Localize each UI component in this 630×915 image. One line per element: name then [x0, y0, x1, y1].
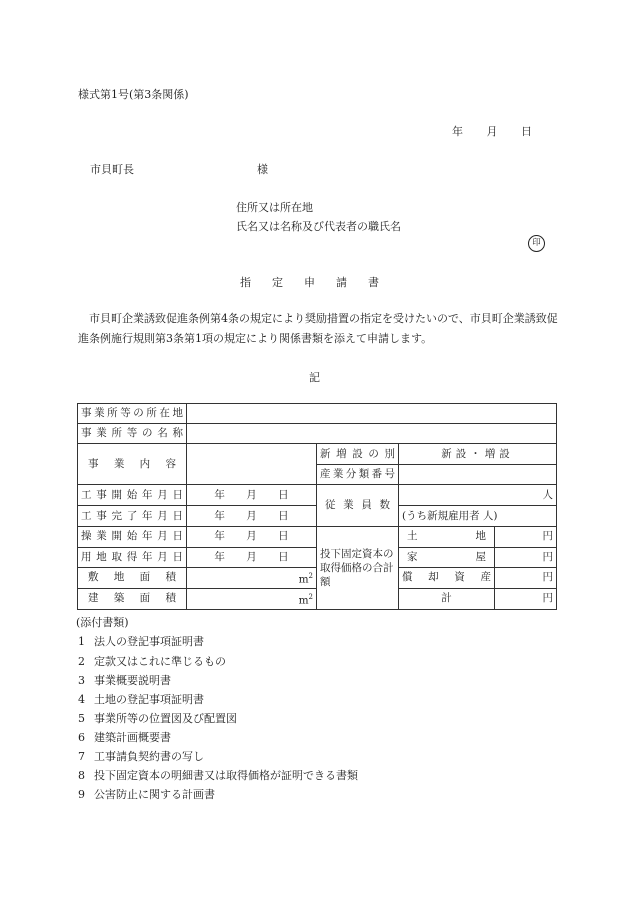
employees-label: 従業員数: [317, 485, 399, 526]
attachment-number: 6: [78, 731, 85, 744]
attachment-item: [78, 633, 204, 649]
attachment-item: [78, 729, 171, 745]
employees-unit[interactable]: 人: [399, 485, 557, 506]
attachment-item: [78, 786, 215, 802]
industry-code-label: 産業分類番号: [317, 465, 399, 485]
attachment-text: 土地の登記事項証明書: [94, 693, 204, 706]
new-hires-note[interactable]: (うち新規雇用者 人): [399, 506, 557, 526]
addressee: 市貝町長: [90, 163, 134, 176]
land-yen[interactable]: 円: [495, 526, 557, 547]
addressee-honorific: 様: [257, 163, 268, 176]
attachment-text: 事業概要説明書: [94, 674, 171, 687]
business-content-label: 事業内容: [78, 444, 187, 485]
attachment-number: 4: [78, 693, 85, 706]
house-yen[interactable]: 円: [495, 547, 557, 567]
attachment-item: [78, 710, 237, 726]
attachment-text: 事業所等の位置図及び配置図: [94, 712, 237, 725]
sqm-superscript: 2: [308, 571, 313, 580]
document-title: 指定申請書: [240, 276, 400, 289]
land-acquisition-label: 用地取得年月日: [78, 547, 187, 567]
attachment-text: 法人の登記事項証明書: [94, 635, 204, 648]
attachment-text: 定款又はこれに準じるもの: [94, 655, 226, 668]
attachment-item: [78, 767, 358, 783]
attachment-number: 1: [78, 635, 85, 648]
new-or-expansion-label: 新増設の別: [317, 444, 399, 465]
building-area-field[interactable]: [187, 588, 317, 609]
total-label: 計: [399, 588, 495, 609]
total-yen[interactable]: 円: [495, 588, 557, 609]
operation-start-label: 操業開始年月日: [78, 526, 187, 547]
attachment-item: [78, 672, 171, 688]
date-line: 年 月 日: [452, 125, 532, 138]
land-acquisition-date[interactable]: 年 月 日: [187, 547, 317, 567]
application-form-table: [77, 403, 556, 610]
construction-end-date[interactable]: 年 月 日: [187, 506, 317, 526]
sqm-superscript: 2: [308, 592, 313, 601]
attachment-number: 5: [78, 712, 85, 725]
depreciable-assets-yen[interactable]: 円: [495, 567, 557, 588]
construction-start-label: 工事開始年月日: [78, 485, 187, 506]
facility-name-field[interactable]: [187, 424, 557, 444]
construction-start-date[interactable]: 年 月 日: [187, 485, 317, 506]
name-label: 氏名又は名称及び代表者の職氏名: [236, 220, 401, 233]
facility-name-label: 事業所等の名称: [78, 424, 187, 444]
site-area-field[interactable]: [187, 567, 317, 588]
address-label: 住所又は所在地: [236, 201, 313, 214]
attachment-number: 7: [78, 750, 85, 763]
attachment-number: 3: [78, 674, 85, 687]
attachment-number: 2: [78, 655, 85, 668]
attachment-number: 9: [78, 788, 85, 801]
building-area-label: 建築面積: [78, 588, 187, 609]
sqm-unit: m: [298, 594, 309, 607]
sqm-unit: m: [298, 573, 309, 586]
depreciable-assets-label: 償却資産: [399, 567, 495, 588]
attachments-heading: (添付書類): [76, 616, 129, 629]
location-field[interactable]: [187, 404, 557, 424]
house-label: 家屋: [399, 547, 495, 567]
attachment-text: 公害防止に関する計画書: [94, 788, 215, 801]
attachment-item: [78, 653, 226, 669]
attachment-text: 建築計画概要書: [94, 731, 171, 744]
attachment-item: [78, 748, 204, 764]
seal-icon: 印: [528, 235, 545, 252]
operation-start-date[interactable]: 年 月 日: [187, 526, 317, 547]
fixed-assets-label: 投下固定資本の取得価格の合計額: [317, 526, 399, 609]
attachment-text: 投下固定資本の明細書又は取得価格が証明できる書類: [94, 769, 358, 782]
industry-code-field[interactable]: [399, 465, 557, 485]
business-content-field[interactable]: [187, 444, 317, 485]
new-or-expansion-value[interactable]: 新設・増設: [399, 444, 557, 465]
construction-end-label: 工事完了年月日: [78, 506, 187, 526]
attachment-text: 工事請負契約書の写し: [94, 750, 204, 763]
application-body-text: 市貝町企業誘致促進条例第4条の規定により奨励措置の指定を受けたいので、市貝町企業誘致促進条例施行規則第3条第1項の規定により関係書類を添えて申請します。: [78, 312, 558, 345]
attachment-number: 8: [78, 769, 85, 782]
site-area-label: 敷地面積: [78, 567, 187, 588]
ki-heading: 記: [309, 371, 320, 384]
form-number: 様式第1号(第3条関係): [78, 88, 189, 101]
land-label: 土地: [399, 526, 495, 547]
attachment-item: [78, 691, 204, 707]
location-label: 事業所等の所在地: [78, 404, 187, 424]
